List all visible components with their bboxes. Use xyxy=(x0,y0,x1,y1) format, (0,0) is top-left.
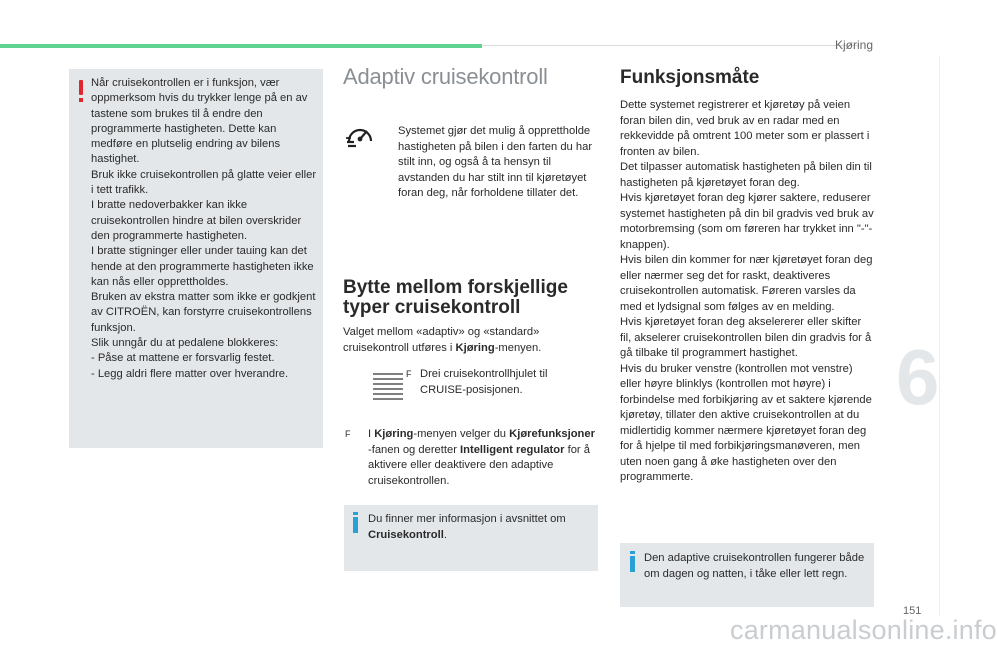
warning-text xyxy=(91,76,321,382)
chapter-number: 6 xyxy=(896,333,940,421)
step-text: Drei cruisekontrollhjulet til CRUISE-posisjonen. xyxy=(420,368,548,396)
info-icon xyxy=(630,551,635,573)
warning-paragraph: I bratte stigninger eller under tauing kan det hende at den programmerte hastigheten ikke kan nås eller opprettholdes. xyxy=(91,245,314,288)
operation-paragraph: Hvis bilen din kommer for nær kjøretøyet foran deg eller nærmer seg det for raskt, deaktiveres cruisekontrollen automatisk. Føreren varsles da med et lydsignal som følges av en melding. xyxy=(620,254,873,313)
text-run: -menyen. xyxy=(494,341,542,354)
warning-paragraph: Bruken av ekstra matter som ikke er godkjent av CITROËN, kan forstyrre cruisekontrollens funksjon. xyxy=(91,291,316,334)
text-run: Valget mellom «adaptiv» og «standard» cruisekontroll utføres i xyxy=(343,326,540,354)
section-reference: Cruisekontroll xyxy=(368,528,444,541)
side-divider xyxy=(939,56,940,616)
page-number: 151 xyxy=(903,605,922,617)
warning-bullet-list xyxy=(91,351,321,382)
operation-text xyxy=(620,98,875,486)
chapter-title: Kjøring xyxy=(834,38,873,52)
info-icon xyxy=(353,512,358,534)
operation-paragraph: Hvis kjøretøyet foran deg akselererer eller skifter fil, akselerer cruisekontrollen bilen din gradvis for å gå tilbake til programmert hastighet. xyxy=(620,316,872,359)
step-arrow: F xyxy=(345,429,351,439)
menu-name: Kjøring xyxy=(374,428,414,440)
section-title-adaptive: Adaptiv cruisekontroll xyxy=(343,64,548,89)
text-run: for å aktivere eller deaktivere den adaptive cruisekontrollen. xyxy=(368,443,590,487)
watermark: carmanualsonline.info xyxy=(730,615,997,645)
warning-paragraph: Når cruisekontrollen er i funksjon, vær oppmerksom hvis du trykker lenge på en av tastene som brukes til å endre den programmerte hastigheten. Dette kan medføre en plutselig endring av bilens hastighet. xyxy=(91,77,308,166)
switching-paragraph xyxy=(343,325,593,356)
section-title-operation: Funksjonsmåte xyxy=(620,67,760,88)
info-text-cruise xyxy=(368,512,594,543)
operation-paragraph: Det tilpasser automatisk hastigheten på bilen din til hastigheten på kjøretøyet foran deg. xyxy=(620,161,872,189)
option-name: Intelligent regulator xyxy=(460,443,565,456)
step-arrow: F xyxy=(406,369,412,379)
chapter-accent-bar xyxy=(0,44,482,48)
operation-paragraph: Hvis du bruker venstre (kontrollen mot venstre) eller høyre blinklys (kontrollen mot høyre) i forbindelse med forbikjøring av et saktere kjørende kjøretøy, tillater den aktive cruisekontrollen at du midlertidig kommer nærmere kjøretøyet foran deg for å hjelpe til med forbikjøringsmanøveren, men uten noen gang å øke hastigheten over den programmerte. xyxy=(620,362,872,483)
tab-name: Kjørefunksjoner xyxy=(509,428,595,440)
header-rule xyxy=(482,45,858,46)
menu-name: Kjøring xyxy=(455,341,495,354)
text-run: -menyen velger du xyxy=(413,428,510,440)
warning-bullet: - Påse at mattene er forsvarlig festet. xyxy=(91,352,275,365)
section-title-switching: Bytte mellom forskjellige typer cruisekontroll xyxy=(343,277,568,318)
step-rotate-wheel xyxy=(406,367,586,398)
text-run: I xyxy=(368,428,375,440)
speedometer-icon xyxy=(345,120,375,150)
warning-exclamation-icon xyxy=(78,80,84,102)
warning-paragraph: Slik unngår du at pedalene blokkeres: xyxy=(91,337,279,350)
text-run: Du finner mer informasjon i avsnittet om xyxy=(368,513,566,525)
text-run: -fanen og deretter xyxy=(368,443,461,456)
operation-paragraph: Dette systemet registrerer et kjøretøy på veien foran bilen din, ved bruk av en radar med en rekkevidde på omtrent 100 meter som er plassert i fronten av bilen. xyxy=(620,99,870,158)
adaptive-intro: Systemet gjør det mulig å opprettholde hastigheten på bilen i den farten du har stilt inn, og også å ta hensyn til avstanden du har stilt inn til kjøretøyet foran deg, når forholdene tillater det. xyxy=(398,125,593,199)
info-text-weather: Den adaptive cruisekontrollen fungerer både om dagen og natten, i tåke eller lett regn. xyxy=(644,552,865,580)
operation-paragraph: Hvis kjøretøyet foran deg kjører saktere, reduserer systemet hastigheten på din bil gradvis ved bruk av motorbremsing (som om føreren har trykket inn "-"-knappen). xyxy=(620,192,874,251)
warning-bullet: - Legg aldri flere matter over hverandre. xyxy=(91,367,289,380)
text-run: . xyxy=(443,528,447,541)
warning-paragraph: I bratte nedoverbakker kan ikke cruisekontrollen hindre at bilen overskrider den programmerte hastigheten. xyxy=(91,199,302,242)
warning-paragraph: Bruk ikke cruisekontrollen på glatte veier eller i tett trafikk. xyxy=(91,168,317,197)
steering-wheel-icon xyxy=(368,368,408,402)
step-select-menu xyxy=(345,427,595,489)
